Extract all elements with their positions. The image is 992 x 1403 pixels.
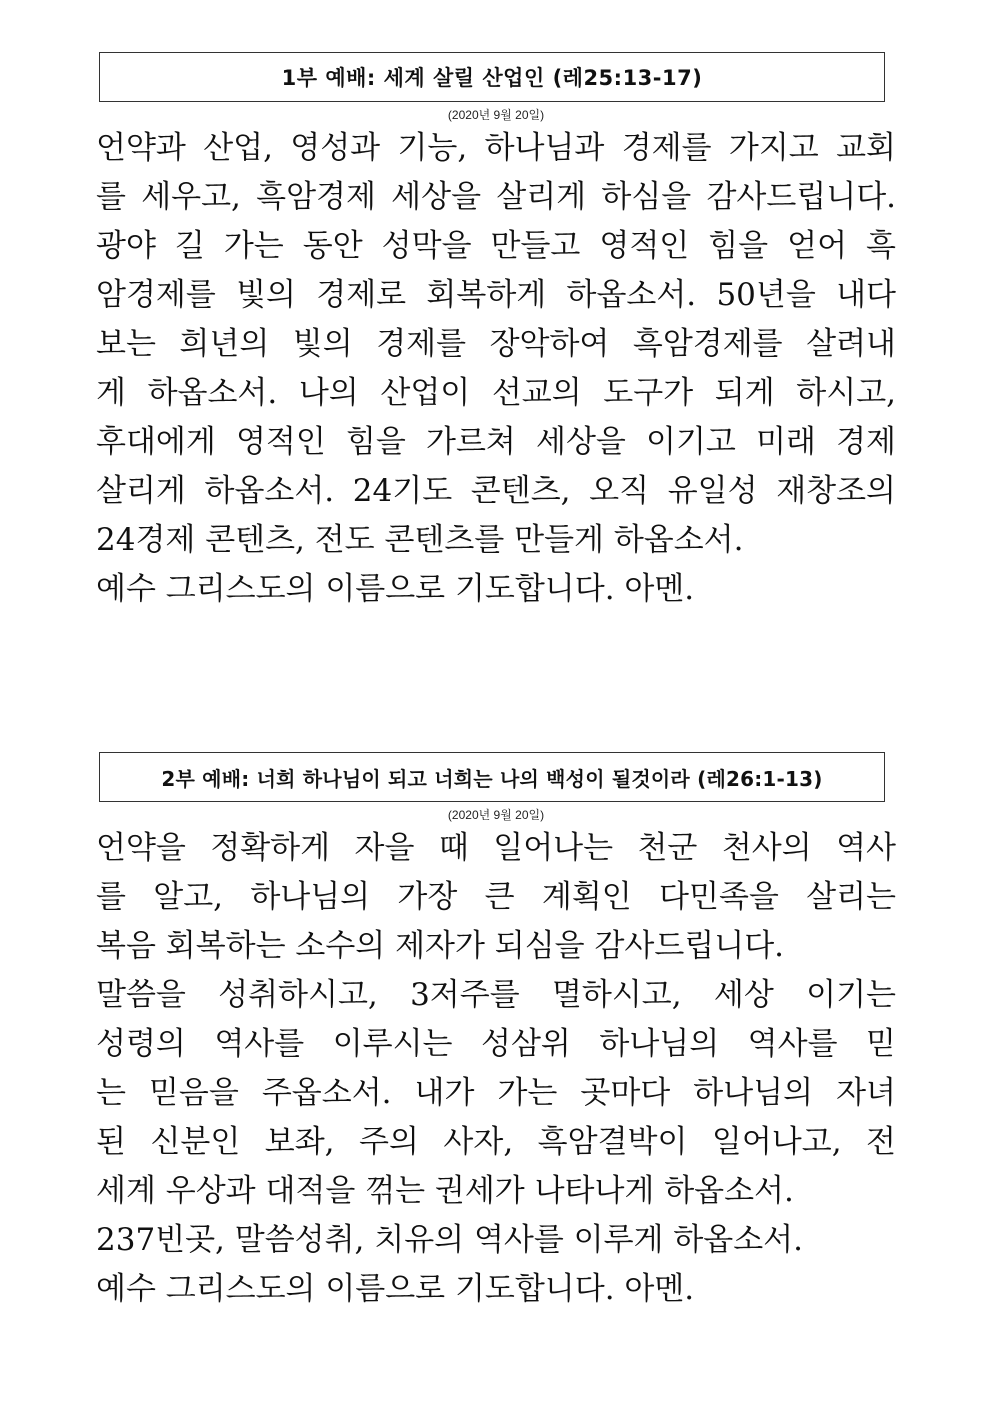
- prayer-line: 언약과 산업, 영성과 기능, 하나님과 경제를 가지고 교회: [96, 130, 896, 166]
- prayer-line: 예수 그리스도의 이름으로 기도합니다. 아멘.: [96, 1271, 695, 1307]
- section-1-title: 1부 예배: 세계 살릴 산업인 (레25:13-17): [99, 52, 885, 102]
- section-2-prayer: [96, 824, 896, 1314]
- prayer-line: 말씀을 성취하시고, 3저주를 멸하시고, 세상 이기는: [96, 977, 896, 1013]
- prayer-line: 세계 우상과 대적을 꺾는 권세가 나타나게 하옵소서.: [96, 1173, 794, 1209]
- prayer-line: 는 믿음을 주옵소서. 내가 가는 곳마다 하나님의 자녀: [96, 1075, 896, 1111]
- prayer-line: 복음 회복하는 소수의 제자가 되심을 감사드립니다.: [96, 928, 784, 964]
- prayer-line: 24경제 콘텐츠, 전도 콘텐츠를 만들게 하옵소서.: [96, 522, 744, 558]
- prayer-line: 암경제를 빛의 경제로 회복하게 하옵소서. 50년을 내다: [96, 277, 896, 313]
- prayer-line: 살리게 하옵소서. 24기도 콘텐츠, 오직 유일성 재창조의: [96, 473, 896, 509]
- prayer-line: 성령의 역사를 이루시는 성삼위 하나님의 역사를 믿: [96, 1026, 896, 1062]
- prayer-line: 게 하옵소서. 나의 산업이 선교의 도구가 되게 하시고,: [96, 375, 896, 411]
- prayer-line: 예수 그리스도의 이름으로 기도합니다. 아멘.: [96, 571, 695, 607]
- section-1-prayer: [96, 124, 896, 614]
- prayer-line: 를 세우고, 흑암경제 세상을 살리게 하심을 감사드립니다.: [96, 179, 896, 215]
- prayer-line: 237빈곳, 말씀성취, 치유의 역사를 이루게 하옵소서.: [96, 1222, 803, 1258]
- section-1-date: (2020년 9월 20일): [447, 108, 545, 122]
- prayer-line: 언약을 정확하게 자을 때 일어나는 천군 천사의 역사: [96, 830, 896, 866]
- prayer-line: 광야 길 가는 동안 성막을 만들고 영적인 힘을 얻어 흑: [96, 228, 896, 264]
- prayer-line: 된 신분인 보좌, 주의 사자, 흑암결박이 일어나고, 전: [96, 1124, 896, 1160]
- section-2-date: (2020년 9월 20일): [447, 808, 545, 822]
- section-2-title: 2부 예배: 너희 하나님이 되고 너희는 나의 백성이 될것이라 (레26:1-13): [99, 752, 885, 802]
- prayer-line: 를 알고, 하나님의 가장 큰 계획인 다민족을 살리는: [96, 879, 896, 915]
- prayer-line: 보는 희년의 빛의 경제를 장악하여 흑암경제를 살려내: [96, 326, 896, 362]
- prayer-line: 후대에게 영적인 힘을 가르쳐 세상을 이기고 미래 경제: [96, 424, 896, 460]
